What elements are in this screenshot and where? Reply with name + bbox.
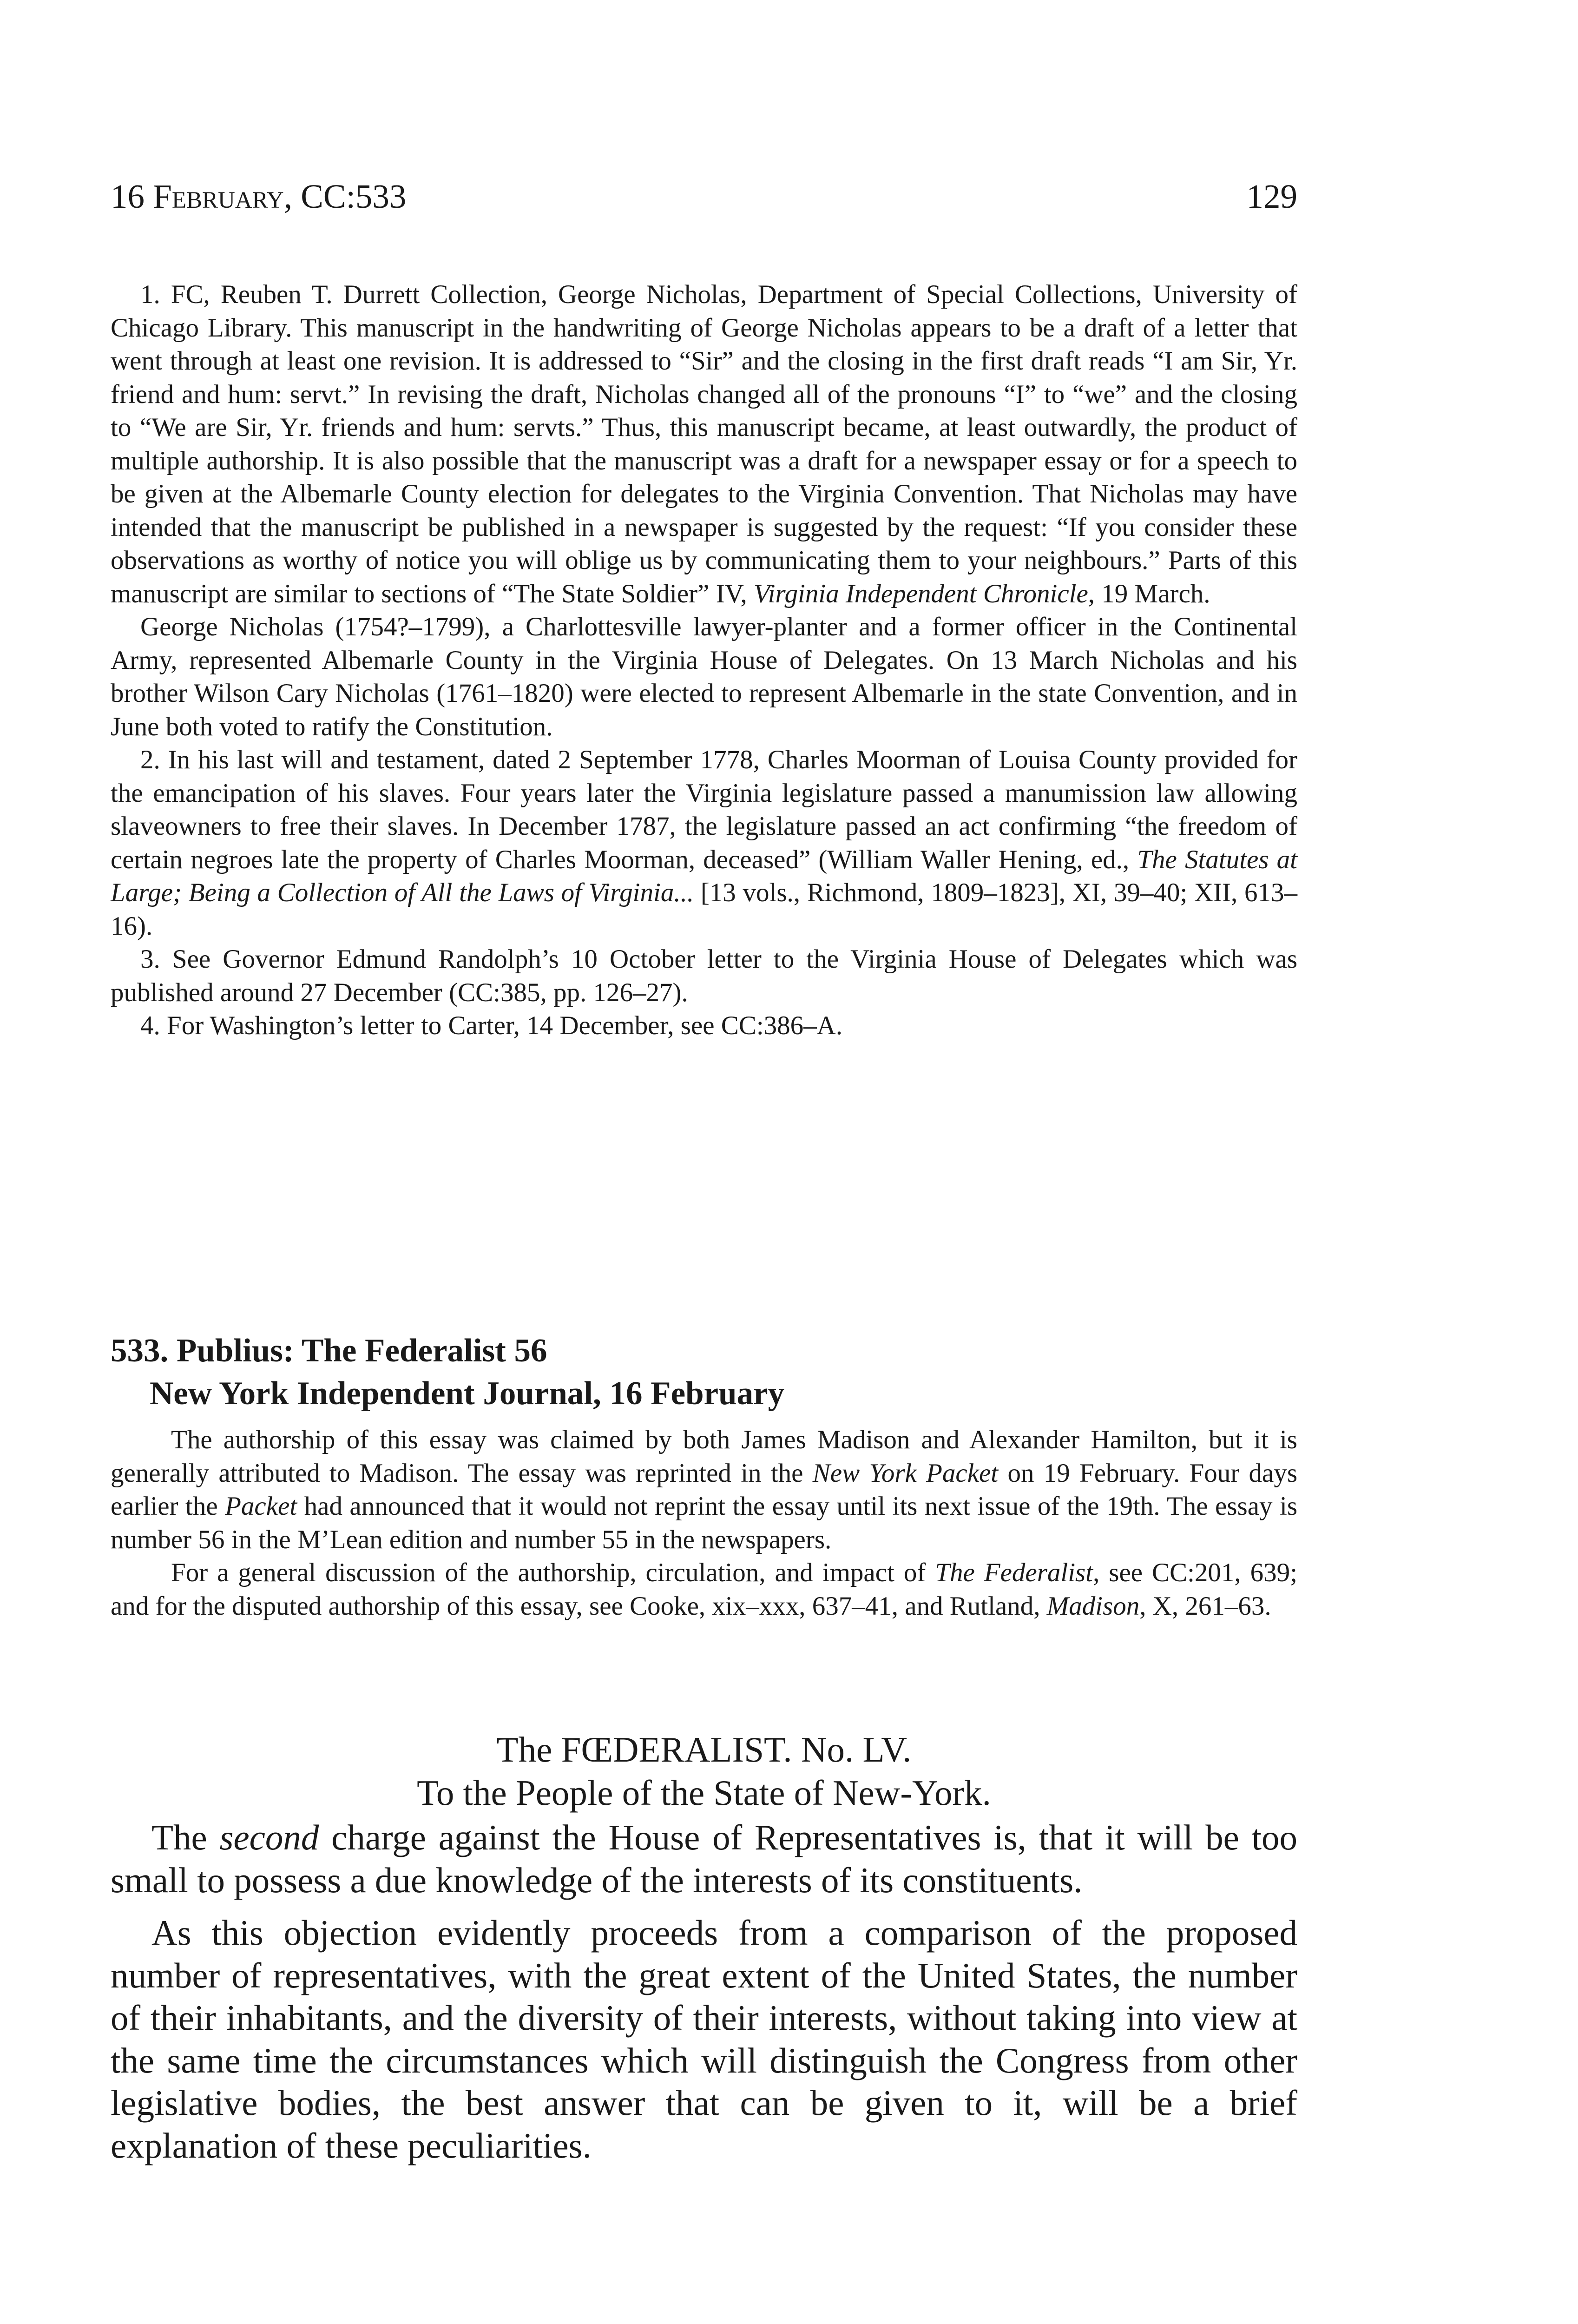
heading-title: 533. Publius: The Federalist 56 bbox=[111, 1333, 547, 1369]
essay-address: To the People of the State of New-York. bbox=[417, 1773, 991, 1813]
note-1: 1. FC, Reuben T. Durrett Collection, George Nicholas, Department of Special Collections, University of Chicago Library. This manuscript in the handwriting of George Nicholas appears to be a draft of a letter that went through at least one revision. It is addressed to “Sir” and the closing in the first draft reads “I am Sir, Yr. friend and hum: servt.” In revising the draft, Nicholas changed all of the pronouns “I” to “we” and the closing to “We are Sir, Yr. friends and hum: servts.” Thus, this manuscript became, at least outwardly, the product of multiple authorship. It is also possible that the manuscript was a draft for a newspaper essay or for a speech to be given at the Albemarle County election for delegates to the Virginia Convention. That Nicholas may have intended that the manuscript be published in a newspaper is suggested by the request: “If you consider these observations as worthy of notice you will oblige us by communicating them to your neighbours.” Parts of this manuscript are similar to sections of “The State Soldier” IV, Virginia Independent Chronicle, 19 March. bbox=[111, 280, 1297, 608]
essay-body bbox=[111, 1816, 1297, 2177]
footnotes bbox=[111, 278, 1297, 1043]
running-head-date: 16 February, CC:533 bbox=[111, 178, 407, 215]
heading-subtitle: New York Independent Journal, 16 February bbox=[150, 1375, 785, 1412]
note-3: 3. See Governor Edmund Randolph’s 10 October letter to the Virginia House of Delegates which was published around 27 December (CC:385, pp. 126–27). bbox=[111, 944, 1297, 1007]
document-heading bbox=[111, 1329, 1297, 1415]
note-1-continued: George Nicholas (1754?–1799), a Charlottesville lawyer-planter and a former officer in the Continental Army, represented Albemarle County in the Virginia House of Delegates. On 13 March Nicholas and his brother Wilson Cary Nicholas (1761–1820) were elected to represent Albemarle in the state Convention, and in June both voted to ratify the Constitution. bbox=[111, 612, 1297, 741]
essay-title-block bbox=[111, 1728, 1297, 1815]
intro-paragraph-2: For a general discussion of the authorship, circulation, and impact of The Federalist, see CC:201, 639; and for the disputed authorship of this essay, see Cooke, xix–xxx, 637–41, and Rutland, Madison, X, 261–63. bbox=[111, 1558, 1297, 1621]
note-2: 2. In his last will and testament, dated 2 September 1778, Charles Moorman of Louisa County provided for the emancipation of his slaves. Four years later the Virginia legislature passed a manumission law allowing slaveowners to free their slaves. In December 1787, the legislature passed an act confirming “the freedom of certain negroes late the property of Charles Moorman, deceased” (William Waller Hening, ed., The Statutes at Large; Being a Collection of All the Laws of Virginia... [13 vols., Richmond, 1809–1823], XI, 39–40; XII, 613–16). bbox=[111, 745, 1298, 941]
essay-paragraph-2: As this objection evidently proceeds from a comparison of the proposed number of representatives, with the great extent of the United States, the number of their inhabitants, and the diversity of their interests, without taking into view at the same time the circumstances which will distinguish the Congress from other legislative bodies, the best answer that can be given to it, will be a brief explanation of these peculiarities. bbox=[111, 1913, 1297, 2166]
intro-paragraph-1: The authorship of this essay was claimed by both James Madison and Alexander Hamilton, but it is generally attributed to Madison. The essay was reprinted in the New York Packet on 19 February. Four days earlier the Packet had announced that it would not reprint the essay until its next issue of the 19th. The essay is number 56 in the M’Lean edition and number 55 in the newspapers. bbox=[111, 1425, 1298, 1554]
essay-title: The FŒDERALIST. No. LV. bbox=[496, 1730, 912, 1769]
editorial-intro bbox=[111, 1423, 1297, 1623]
note-4: 4. For Washington’s letter to Carter, 14 December, see CC:386–A. bbox=[140, 1011, 843, 1040]
essay-paragraph-1: The second charge against the House of Representatives is, that it will be too small to possess a due knowledge of the interests of its constituents. bbox=[111, 1817, 1298, 1900]
page-number: 129 bbox=[1246, 178, 1297, 215]
